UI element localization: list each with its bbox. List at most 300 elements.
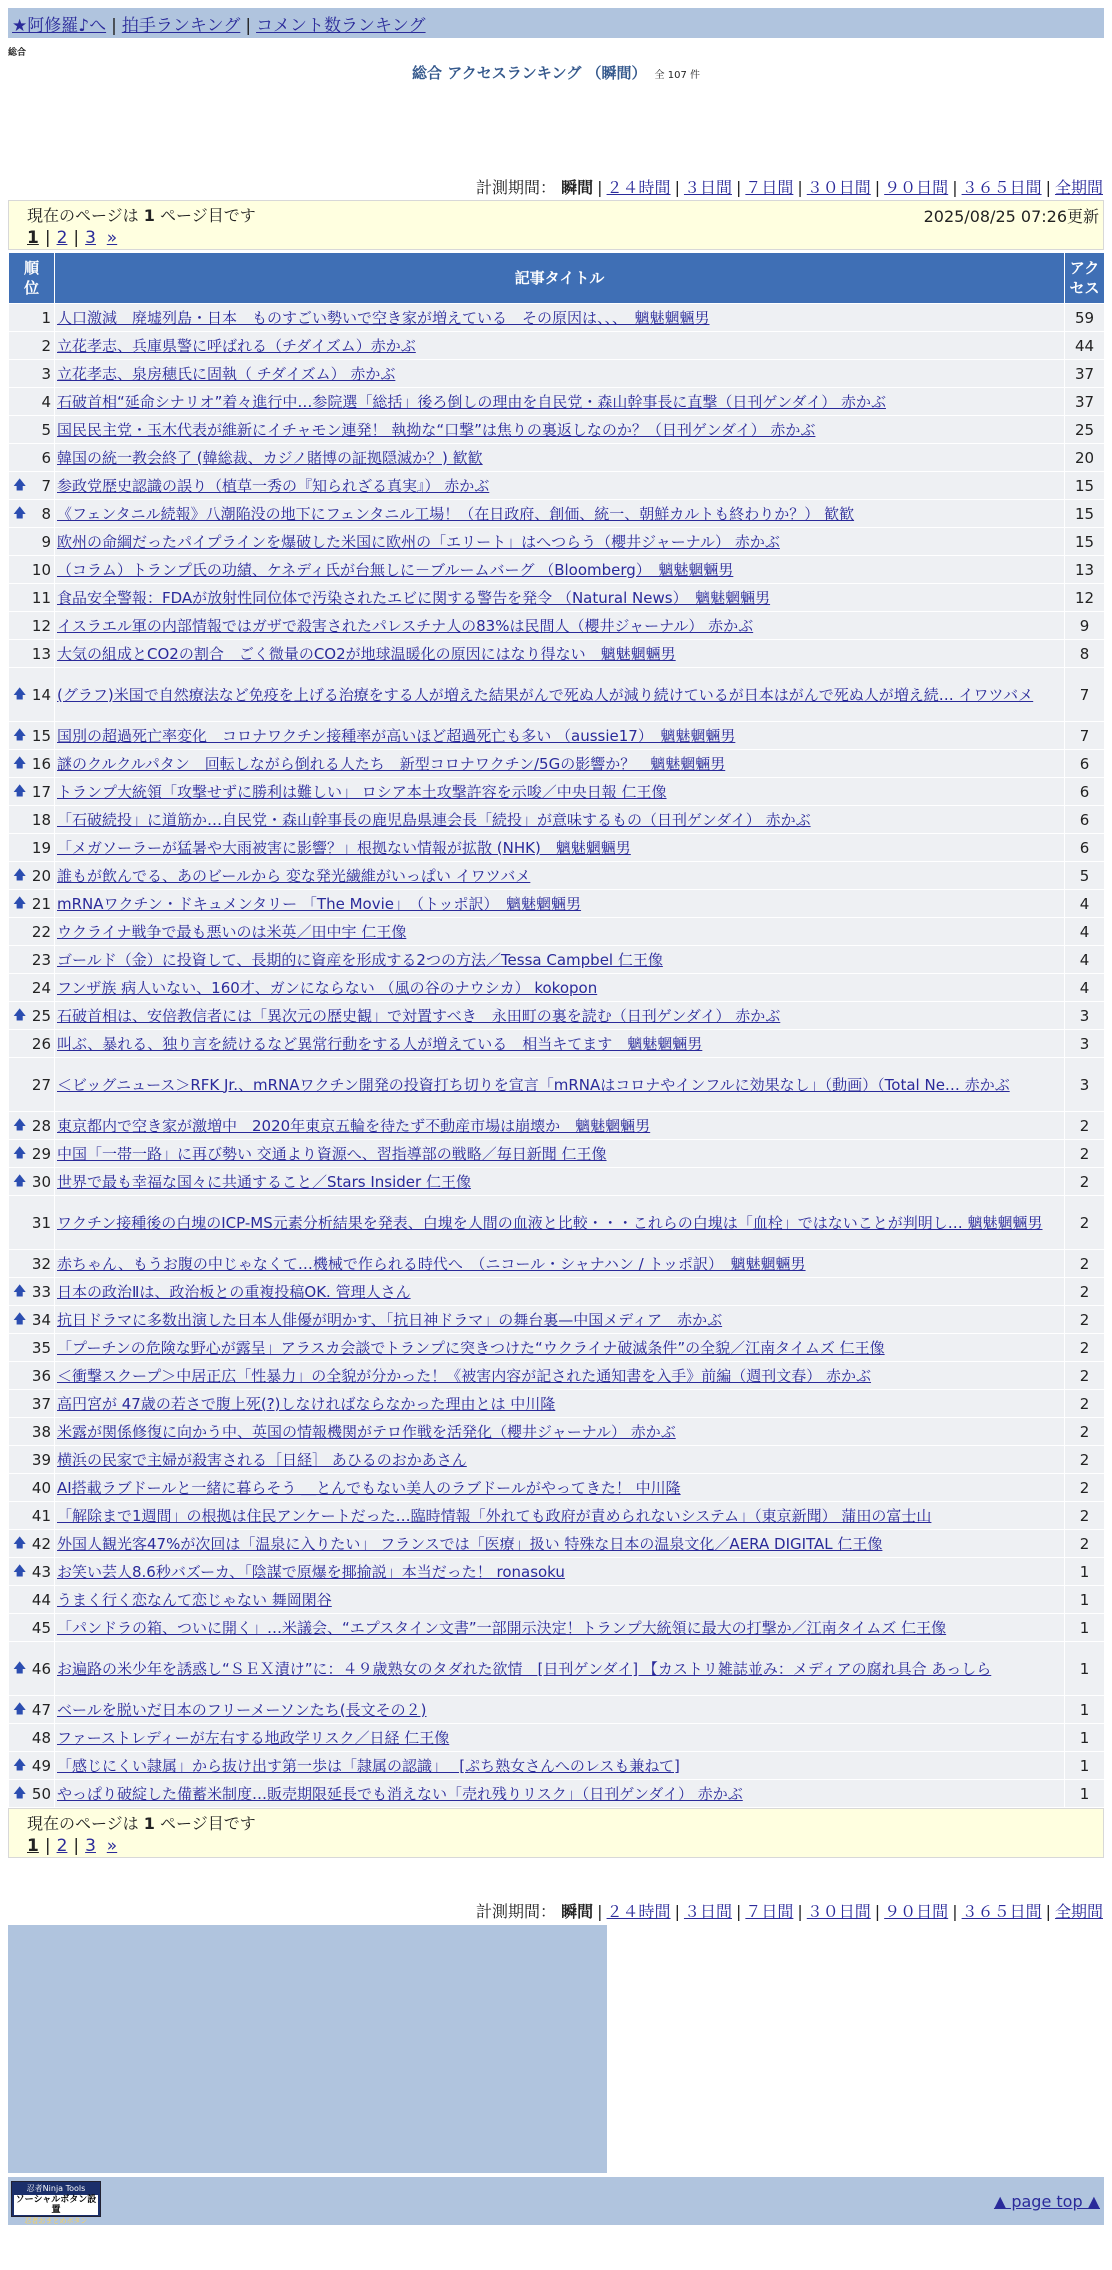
- article-title-link[interactable]: 欧州の命綱だったパイプラインを爆破した米国に欧州の「エリート」はへつらう（櫻井ジャーナル） 赤かぶ: [57, 532, 780, 551]
- article-title-link[interactable]: 国別の超過死亡率変化 コロナワクチン接種率が高いほど超過死亡も多い （aussie17） 魑魅魍魎男: [57, 726, 736, 745]
- rank-cell: [9, 1780, 55, 1808]
- period-link-90d[interactable]: ９０日間: [884, 1902, 949, 1921]
- period-selector-bottom: 計測期間： 瞬間 | ２４時間 | ３日間 | ７日間 | ３０日間 | ９０日間 | ３６５日間 | 全期間: [476, 1902, 1103, 1921]
- article-title-link[interactable]: (グラフ)米国で自然療法など免疫を上げる治療をする人が増えた結果がんで死ぬ人が減り続けているが日本はがんで死ぬ人が増え続… イワツバメ: [57, 685, 1034, 704]
- rank-up-arrow-icon: 🡅: [13, 1757, 27, 1773]
- access-count: 2: [1065, 1250, 1105, 1278]
- article-title-link[interactable]: 抗日ドラマに多数出演した日本人俳優が明かす、「抗日神ドラマ」の舞台裏—中国メディア 赤かぶ: [57, 1310, 723, 1329]
- title-cell: [55, 946, 1065, 974]
- access-count: 1: [1065, 1614, 1105, 1642]
- rank-number: 4: [41, 392, 51, 411]
- access-count: 2: [1065, 1474, 1105, 1502]
- rank-cell: [9, 1250, 55, 1278]
- table-row: [9, 1696, 1105, 1724]
- table-row: [9, 360, 1105, 388]
- table-row: [9, 1724, 1105, 1752]
- article-title-link[interactable]: 石破首相“延命シナリオ”着々進行中…参院選「総括」後ろ倒しの理由を自民党・森山幹事長に直撃（日刊ゲンダイ） 赤かぶ: [57, 392, 886, 411]
- title-cell: [55, 778, 1065, 806]
- table-row: [9, 1058, 1105, 1112]
- rank-up-arrow-icon: 🡅: [13, 1563, 27, 1579]
- rank-number: 32: [31, 1254, 51, 1273]
- table-row: [9, 1196, 1105, 1250]
- title-cell: [55, 722, 1065, 750]
- title-cell: [55, 974, 1065, 1002]
- table-row: [9, 1530, 1105, 1558]
- access-count: 2: [1065, 1390, 1105, 1418]
- rank-cell: [9, 722, 55, 750]
- rank-number: 45: [31, 1618, 51, 1637]
- title-cell: [55, 1140, 1065, 1168]
- title-cell: [55, 1642, 1065, 1696]
- table-row: [9, 1278, 1105, 1306]
- title-cell: [55, 668, 1065, 722]
- rank-cell: [9, 1362, 55, 1390]
- title-cell: [55, 1002, 1065, 1030]
- rank-number: 8: [41, 504, 51, 523]
- table-row: [9, 556, 1105, 584]
- access-count: 25: [1065, 416, 1105, 444]
- article-title-link[interactable]: お遍路の米少年を誘惑し“ＳＥＸ漬け”に：４９歳熟女のタダれた欲情 [日刊ゲンダイ] 【カストリ雑誌並み：メディアの腐れ具合 あっしら: [57, 1659, 992, 1678]
- period-link-all[interactable]: 全期間: [1054, 178, 1103, 197]
- title-cell: [55, 1530, 1065, 1558]
- title-cell: [55, 1752, 1065, 1780]
- article-title-link[interactable]: お笑い芸人8.6秒バズーカ、「陰謀で原爆を揶揄説」本当だった！ ronasoku: [57, 1562, 565, 1581]
- access-count: 1: [1065, 1724, 1105, 1752]
- rank-cell: [9, 360, 55, 388]
- rank-cell: [9, 1474, 55, 1502]
- rank-number: 13: [31, 644, 51, 663]
- rank-cell: [9, 1306, 55, 1334]
- rank-cell: [9, 1446, 55, 1474]
- title-cell: [55, 1502, 1065, 1530]
- rank-cell: [9, 1112, 55, 1140]
- access-count: 2: [1065, 1446, 1105, 1474]
- total-count: 全 107 件: [654, 70, 700, 81]
- rank-up-arrow-icon: 🡅: [13, 727, 27, 743]
- rank-cell: [9, 806, 55, 834]
- article-title-link[interactable]: mRNAワクチン・ドキュメンタリー 「The Movie」 （トッポ訳） 魑魅魍魎男: [57, 894, 582, 913]
- rank-up-arrow-icon: 🡅: [13, 895, 27, 911]
- page-link-3[interactable]: 3: [85, 228, 96, 248]
- article-title-link[interactable]: 米露が関係修復に向かう中、英国の情報機関がテロ作戦を活発化（櫻井ジャーナル） 赤かぶ: [57, 1422, 676, 1441]
- rank-up-arrow-icon: 🡅: [13, 1145, 27, 1161]
- rank-number: 29: [31, 1144, 51, 1163]
- access-count: 2: [1065, 1418, 1105, 1446]
- rank-number: 20: [31, 866, 51, 885]
- rank-number: 41: [31, 1506, 51, 1525]
- rank-cell: [9, 1558, 55, 1586]
- rank-up-arrow-icon: 🡅: [13, 1535, 27, 1551]
- table-row: [9, 444, 1105, 472]
- rank-up-arrow-icon: 🡅: [13, 505, 27, 521]
- page-link-1[interactable]: 1: [27, 228, 39, 248]
- period-link-365d[interactable]: ３６５日間: [961, 1902, 1042, 1921]
- rank-cell: [9, 1586, 55, 1614]
- rank-up-arrow-icon: 🡅: [13, 477, 27, 493]
- rank-number: 46: [31, 1659, 51, 1678]
- comment-ranking-link[interactable]: コメント数ランキング: [256, 16, 426, 36]
- rank-cell: [9, 1140, 55, 1168]
- access-count: 4: [1065, 890, 1105, 918]
- title-cell: [55, 1696, 1065, 1724]
- next-page-link[interactable]: »: [106, 228, 118, 248]
- rank-cell: [9, 640, 55, 668]
- table-row: [9, 332, 1105, 360]
- article-title-link[interactable]: やっぱり破綻した備蓄米制度…販売期限延長でも消えない「売れ残りリスク」（日刊ゲンダイ） 赤かぶ: [57, 1784, 743, 1803]
- article-title-link[interactable]: 世界で最も幸福な国々に共通すること／Stars Insider 仁王像: [57, 1172, 471, 1191]
- rank-number: 43: [31, 1562, 51, 1581]
- access-count: 6: [1065, 778, 1105, 806]
- rank-number: 15: [31, 726, 51, 745]
- period-link-3d[interactable]: ３日間: [683, 178, 732, 197]
- access-count: 7: [1065, 668, 1105, 722]
- rank-cell: [9, 890, 55, 918]
- rank-up-arrow-icon: 🡅: [13, 1701, 27, 1717]
- title-cell: [55, 1334, 1065, 1362]
- access-count: 2: [1065, 1112, 1105, 1140]
- access-count: 2: [1065, 1140, 1105, 1168]
- rank-cell: [9, 1724, 55, 1752]
- rank-cell: [9, 862, 55, 890]
- article-title-link[interactable]: 韓国の統一教会終了 (韓総裁、カジノ賭博の証拠隠滅か？) 歓歓: [57, 448, 483, 467]
- access-count: 2: [1065, 1502, 1105, 1530]
- rank-cell: [9, 1334, 55, 1362]
- article-title-link[interactable]: 日本の政治Ⅱは、政治板との重複投稿OK. 管理人さん: [57, 1282, 411, 1301]
- access-count: 20: [1065, 444, 1105, 472]
- rank-number: 16: [31, 754, 51, 773]
- table-row: [9, 806, 1105, 834]
- access-count: 2: [1065, 1530, 1105, 1558]
- nav-separator: |: [111, 16, 117, 36]
- rank-cell: [9, 584, 55, 612]
- rank-cell: [9, 1614, 55, 1642]
- access-count: 1: [1065, 1558, 1105, 1586]
- article-title-link[interactable]: 「メガソーラーが猛暑や大雨被害に影響？」根拠ない情報が拡散 (NHK) 魑魅魍魎男: [57, 838, 631, 857]
- table-row: [9, 528, 1105, 556]
- nav-separator: |: [245, 16, 252, 36]
- rank-up-arrow-icon: 🡅: [13, 755, 27, 771]
- page-top-link[interactable]: ▲ page top ▲: [993, 2192, 1100, 2211]
- table-row: [9, 584, 1105, 612]
- period-link-24h[interactable]: ２４時間: [606, 1902, 671, 1921]
- page-link-2[interactable]: 2: [56, 1836, 68, 1856]
- rank-cell: [9, 1502, 55, 1530]
- rank-cell: [9, 612, 55, 640]
- table-row: [9, 388, 1105, 416]
- rank-number: 38: [31, 1422, 51, 1441]
- table-row: [9, 668, 1105, 722]
- table-row: [9, 722, 1105, 750]
- rank-number: 6: [41, 448, 51, 467]
- next-page-link[interactable]: »: [106, 1836, 118, 1856]
- article-title-link[interactable]: 東京都内で空き家が激増中 2020年東京五輪を待たず不動産市場は崩壊か 魑魅魍魎男: [57, 1116, 651, 1135]
- title-cell: [55, 416, 1065, 444]
- table-row: [9, 612, 1105, 640]
- title-cell: [55, 1390, 1065, 1418]
- rank-up-arrow-icon: 🡅: [13, 1785, 27, 1801]
- title-cell: [55, 332, 1065, 360]
- title-cell: [55, 640, 1065, 668]
- access-count: 2: [1065, 1306, 1105, 1334]
- rank-number: 21: [31, 894, 51, 913]
- title-cell: [55, 1558, 1065, 1586]
- article-title-link[interactable]: 参政党歴史認識の誤り（植草一秀の『知られざる真実』） 赤かぶ: [57, 476, 490, 495]
- rank-cell: [9, 778, 55, 806]
- title-cell: [55, 1168, 1065, 1196]
- rank-number: 30: [31, 1172, 51, 1191]
- article-title-link[interactable]: 謎のクルクルパタン 回転しながら倒れる人たち 新型コロナワクチン/5Gの影響か？ 魑魅魍魎男: [57, 754, 726, 773]
- access-count: 15: [1065, 500, 1105, 528]
- period-link-365d[interactable]: ３６５日間: [961, 178, 1042, 197]
- table-row: [9, 472, 1105, 500]
- rank-number: 7: [41, 476, 51, 495]
- article-title-link[interactable]: AI搭載ラブドールと一緒に暮らそう ＿とんでもない美人のラブドールがやってきた！ 中川隆: [57, 1478, 681, 1497]
- article-title-link[interactable]: フンザ族 病人いない、160才、ガンにならない （風の谷のナウシカ） kokopon: [57, 978, 598, 997]
- rank-cell: [9, 974, 55, 1002]
- rank-cell: [9, 1530, 55, 1558]
- rank-number: 3: [41, 364, 51, 383]
- period-link-all[interactable]: 全期間: [1054, 1902, 1103, 1921]
- access-count: 37: [1065, 360, 1105, 388]
- access-column-header: アクセス: [1065, 253, 1105, 304]
- title-cell: [55, 1586, 1065, 1614]
- article-title-link[interactable]: （コラム）トランプ氏の功績、ケネディ氏が台無しに－ブルームバーグ （Bloomberg） 魑魅魍魎男: [57, 560, 734, 579]
- article-title-link[interactable]: 「解除まで1週間」の根拠は住民アンケートだった…臨時情報「外れても政府が責められないシステム」（東京新聞） 蒲田の富士山: [57, 1506, 932, 1525]
- title-cell: [55, 556, 1065, 584]
- rank-number: 18: [31, 810, 51, 829]
- pager-bottom: [8, 1808, 1104, 1858]
- period-label: 計測期間：: [476, 178, 557, 197]
- article-title-link[interactable]: 人口激減 廃墟列島・日本 ものすごい勢いで空き家が増えている その原因は、、、 魑魅魍魎男: [57, 308, 710, 327]
- title-cell: [55, 360, 1065, 388]
- updated-time: 2025/08/25 07:26更新: [923, 207, 1099, 226]
- access-count: 44: [1065, 332, 1105, 360]
- rank-cell: [9, 1002, 55, 1030]
- table-row: [9, 1752, 1105, 1780]
- article-title-link[interactable]: トランプ大統領「攻撃せずに勝利は難しい」 ロシア本土攻撃許容を示唆／中央日報 仁王像: [57, 782, 667, 801]
- table-row: [9, 1306, 1105, 1334]
- article-title-link[interactable]: ゴールド（金）に投資して、長期的に資産を形成する2つの方法／Tessa Campbel 仁王像: [57, 950, 663, 969]
- rank-up-arrow-icon: 🡅: [13, 1117, 27, 1133]
- access-count: 6: [1065, 750, 1105, 778]
- rank-number: 33: [31, 1282, 51, 1301]
- access-count: 15: [1065, 472, 1105, 500]
- ranking-rows: [9, 304, 1105, 1808]
- title-cell: [55, 806, 1065, 834]
- rank-cell: [9, 500, 55, 528]
- title-cell: [55, 862, 1065, 890]
- access-count: 8: [1065, 640, 1105, 668]
- rank-cell: [9, 750, 55, 778]
- rank-up-arrow-icon: 🡅: [13, 1311, 27, 1327]
- rank-cell: [9, 388, 55, 416]
- article-title-link[interactable]: ファーストレディーが左右する地政学リスク／日経 仁王像: [57, 1728, 450, 1747]
- period-link-7d[interactable]: ７日間: [745, 178, 794, 197]
- page-link-1[interactable]: 1: [27, 1836, 39, 1856]
- title-cell: [55, 1724, 1065, 1752]
- title-cell: [55, 1474, 1065, 1502]
- article-title-link[interactable]: 石破首相は、安倍教信者には「異次元の歴史観」で対置すべき 永田町の裏を読む（日刊ゲンダイ） 赤かぶ: [57, 1006, 781, 1025]
- title-cell: [55, 304, 1065, 332]
- article-title-link[interactable]: 誰もが飲んでる、あのビールから 変な発光繊維がいっぱい イワツバメ: [57, 866, 531, 885]
- table-row: [9, 640, 1105, 668]
- rank-number: 36: [31, 1366, 51, 1385]
- pager-status: 現在のページは 1 ページ目です: [27, 206, 256, 225]
- rank-number: 26: [31, 1034, 51, 1053]
- access-count: 1: [1065, 1752, 1105, 1780]
- access-count: 37: [1065, 388, 1105, 416]
- rank-number: 40: [31, 1478, 51, 1497]
- access-count: 6: [1065, 834, 1105, 862]
- page-link-3[interactable]: 3: [85, 1836, 96, 1856]
- article-title-link[interactable]: 「感じにくい隷属」から抜け出す第一歩は「隷属の認識」 [ぷち熟女さんへのレスも兼ねて]: [57, 1756, 680, 1775]
- access-count: 5: [1065, 862, 1105, 890]
- rank-column-header: 順位: [9, 253, 55, 304]
- title-cell: [55, 1058, 1065, 1112]
- table-row: [9, 946, 1105, 974]
- article-title-link[interactable]: 大気の組成とCO2の割合 ごく微量のCO2が地球温暖化の原因にはなり得ない 魑魅魍魎男: [57, 644, 676, 663]
- article-title-link[interactable]: 中国「一帯一路」に再び勢い 交通より資源へ、習指導部の戦略／毎日新聞 仁王像: [57, 1144, 607, 1163]
- title-cell: [55, 1250, 1065, 1278]
- rank-cell: [9, 834, 55, 862]
- period-link-7d[interactable]: ７日間: [745, 1902, 794, 1921]
- title-cell: [55, 444, 1065, 472]
- table-row: [9, 1642, 1105, 1696]
- article-title-link[interactable]: 「プーチンの危険な野心が露呈」アラスカ会談でトランプに突きつけた“ウクライナ破滅条件”の全貌／江南タイムズ 仁王像: [57, 1338, 885, 1357]
- rank-number: 23: [31, 950, 51, 969]
- table-row: [9, 1502, 1105, 1530]
- rank-up-arrow-icon: 🡅: [13, 783, 27, 799]
- article-title-link[interactable]: 《フェンタニル続報》八潮陥没の地下にフェンタニル工場！（在日政府、創価、統一、朝鮮カルトも終わりか？） 歓歓: [57, 504, 855, 523]
- rank-number: 31: [31, 1213, 51, 1232]
- rank-cell: [9, 416, 55, 444]
- access-count: 4: [1065, 918, 1105, 946]
- rank-up-arrow-icon: 🡅: [13, 686, 27, 702]
- page-links: 1 | 2 | 3 »: [27, 228, 118, 248]
- article-title-link[interactable]: うまく行く恋なんて恋じゃない 舞岡閑谷: [57, 1590, 332, 1609]
- article-title-link[interactable]: ＜ビッグニュース＞RFK Jr.、mRNAワクチン開発の投資打ち切りを宣言「mRNAはコロナやインフルに効果なし」（動画）（Total Ne… 赤かぶ: [57, 1075, 1010, 1094]
- table-row: [9, 918, 1105, 946]
- table-row: [9, 1558, 1105, 1586]
- access-count: 3: [1065, 1002, 1105, 1030]
- rank-cell: [9, 1390, 55, 1418]
- home-link[interactable]: ★阿修羅♪へ: [12, 16, 107, 36]
- period-link-30d[interactable]: ３０日間: [806, 1902, 871, 1921]
- rank-number: 44: [31, 1590, 51, 1609]
- table-row: [9, 1780, 1105, 1808]
- access-count: 2: [1065, 1196, 1105, 1250]
- table-row: [9, 304, 1105, 332]
- article-title-link[interactable]: 横浜の民家で主婦が殺害される［日経］ あひるのおかあさん: [57, 1450, 467, 1469]
- article-title-link[interactable]: 高円宮が 47歳の若さで腹上死(?)しなければならなかった理由とは 中川隆: [57, 1394, 556, 1413]
- period-link-30d[interactable]: ３０日間: [806, 178, 871, 197]
- page-links: 1 | 2 | 3 »: [27, 1836, 118, 1856]
- title-cell: [55, 500, 1065, 528]
- rank-cell: [9, 946, 55, 974]
- title-cell: [55, 1446, 1065, 1474]
- table-row: [9, 1474, 1105, 1502]
- article-title-link[interactable]: ウクライナ戦争で最も悪いのは米英／田中宇 仁王像: [57, 922, 407, 941]
- period-link-90d[interactable]: ９０日間: [884, 178, 949, 197]
- access-count: 2: [1065, 1334, 1105, 1362]
- current-page: 1: [143, 1814, 155, 1833]
- article-title-link[interactable]: 「石破続投」に道筋か…自民党・森山幹事長の鹿児島県連会長「続投」が意味するもの（日刊ゲンダイ） 赤かぶ: [57, 810, 811, 829]
- table-row: [9, 974, 1105, 1002]
- rank-cell: [9, 1196, 55, 1250]
- ninja-social-button[interactable]: 忍者Ninja Tools ソーシャルボタン設置 忍者おまとめボタン: [11, 2181, 101, 2217]
- title-cell: [55, 612, 1065, 640]
- rank-number: 25: [31, 1006, 51, 1025]
- rank-cell: [9, 1642, 55, 1696]
- title-cell: [55, 1196, 1065, 1250]
- article-title-link[interactable]: 食品安全警報：FDAが放射性同位体で汚染されたエビに関する警告を発令 （Natural News） 魑魅魍魎男: [57, 588, 771, 607]
- title-cell: [55, 1418, 1065, 1446]
- access-count: 13: [1065, 556, 1105, 584]
- article-title-link[interactable]: 「パンドラの箱、ついに開く」…米議会、“エプスタイン文書”一部開示決定！トランプ大統領に最大の打撃か／江南タイムズ 仁王像: [57, 1618, 947, 1637]
- article-title-link[interactable]: 叫ぶ、暴れる、独り言を続けるなど異常行動をする人が増えている 相当キてます 魑魅魍魎男: [57, 1034, 703, 1053]
- rank-cell: [9, 556, 55, 584]
- access-count: 59: [1065, 304, 1105, 332]
- rank-number: 49: [31, 1756, 51, 1775]
- title-cell: [55, 1112, 1065, 1140]
- title-cell: [55, 918, 1065, 946]
- rank-cell: [9, 918, 55, 946]
- article-title-link[interactable]: 立花孝志、兵庫県警に呼ばれる（チダイズム）赤かぶ: [57, 336, 416, 355]
- title-cell: [55, 1614, 1065, 1642]
- rank-number: 2: [41, 336, 51, 355]
- article-title-link[interactable]: 立花孝志、泉房穂氏に固執（ チダイズム） 赤かぶ: [57, 364, 396, 383]
- rank-cell: [9, 1418, 55, 1446]
- rank-cell: [9, 1030, 55, 1058]
- period-link-3d[interactable]: ３日間: [683, 1902, 732, 1921]
- title-cell: [55, 834, 1065, 862]
- table-row: [9, 1002, 1105, 1030]
- rank-number: 11: [31, 588, 51, 607]
- rank-number: 37: [31, 1394, 51, 1413]
- access-count: 3: [1065, 1058, 1105, 1112]
- rank-up-arrow-icon: 🡅: [13, 1283, 27, 1299]
- rank-cell: [9, 668, 55, 722]
- table-row: [9, 1614, 1105, 1642]
- footer-bar: [8, 2177, 1104, 2225]
- rank-cell: [9, 304, 55, 332]
- article-title-link[interactable]: ＜衝撃スクープ＞中居正広「性暴力」の全貌が分かった！《被害内容が記された通知書を入手》前編（週刊文春） 赤かぶ: [57, 1366, 872, 1385]
- article-title-link[interactable]: 赤ちゃん、もうお腹の中じゃなくて…機械で作られる時代へ （ニコール・シャナハン / トッポ訳） 魑魅魍魎男: [57, 1254, 806, 1273]
- table-row: [9, 416, 1105, 444]
- access-count: 9: [1065, 612, 1105, 640]
- article-title-link[interactable]: 国民民主党・玉木代表が維新にイチャモン連発！ 執拗な“口撃”は焦りの裏返しなのか？（日刊ゲンダイ） 赤かぶ: [57, 420, 816, 439]
- table-row: [9, 1334, 1105, 1362]
- ranking-table: [8, 252, 1105, 1808]
- table-row: [9, 862, 1105, 890]
- article-title-link[interactable]: 外国人観光客47%が次回は「温泉に入りたい」 フランスでは「医療」扱い 特殊な日本の温泉文化／AERA DIGITAL 仁王像: [57, 1534, 883, 1553]
- rank-number: 14: [31, 685, 51, 704]
- title-cell: [55, 1362, 1065, 1390]
- title-cell: [55, 472, 1065, 500]
- access-count: 2: [1065, 1278, 1105, 1306]
- article-title-link[interactable]: ワクチン接種後の白塊のICP-MS元素分析結果を発表、白塊を人間の血液と比較・・・これらの白塊は「血栓」ではないことが判明し… 魑魅魍魎男: [57, 1213, 1043, 1232]
- page-link-2[interactable]: 2: [56, 228, 68, 248]
- clap-ranking-link[interactable]: 拍手ランキング: [121, 16, 241, 36]
- rank-number: 1: [41, 308, 51, 327]
- table-row: [9, 1390, 1105, 1418]
- article-title-link[interactable]: イスラエル軍の内部情報ではガザで殺害されたパレスチナ人の83%は民間人（櫻井ジャーナル） 赤かぶ: [57, 616, 754, 635]
- pager-status: 現在のページは 1 ページ目です: [27, 1814, 256, 1833]
- access-count: 1: [1065, 1586, 1105, 1614]
- period-link-24h[interactable]: ２４時間: [606, 178, 671, 197]
- article-title-link[interactable]: ベールを脱いだ日本のフリーメーソンたち(長文その２): [57, 1700, 427, 1719]
- rank-number: 5: [41, 420, 51, 439]
